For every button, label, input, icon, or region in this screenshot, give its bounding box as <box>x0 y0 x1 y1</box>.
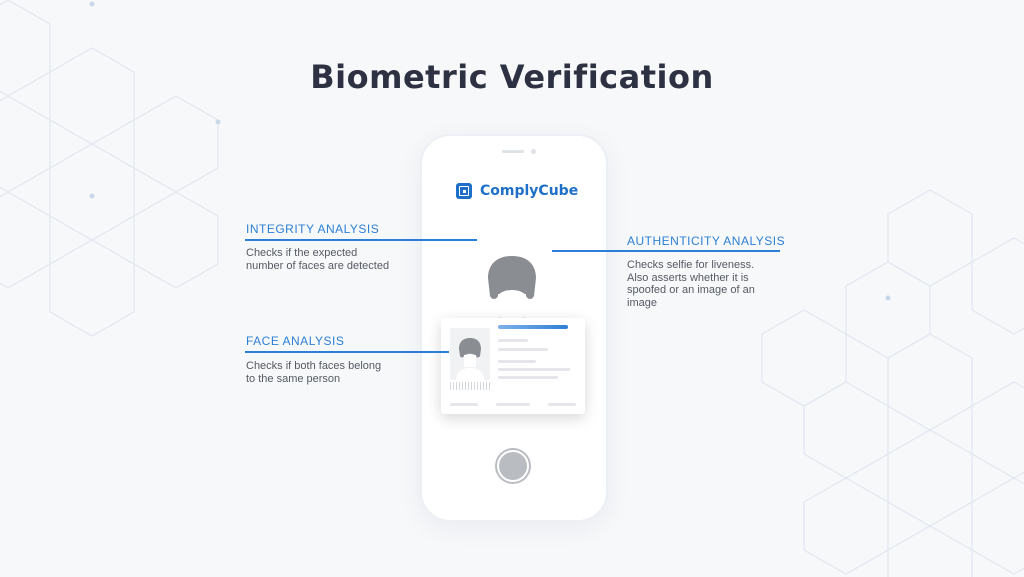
authenticity-analysis-title: AUTHENTICITY ANALYSIS <box>627 234 786 248</box>
brand <box>456 180 578 202</box>
authenticity-analysis-text: Checks selfie for liveness. Also asserts whether it is spoofed or an image of an image <box>627 259 755 309</box>
id-text-line <box>498 368 570 371</box>
id-header-bar <box>498 325 568 329</box>
face-analysis-line <box>245 351 449 353</box>
authenticity-analysis-line <box>552 250 780 252</box>
brand-name: ComplyCube <box>480 183 579 199</box>
id-card <box>441 318 585 414</box>
home-button[interactable] <box>497 450 529 482</box>
integrity-analysis-title: INTEGRITY ANALYSIS <box>246 222 380 236</box>
complycube-logo-icon <box>456 183 472 199</box>
id-footer-line <box>496 403 530 406</box>
face-analysis-text: Checks if both faces belong to the same person <box>246 360 382 385</box>
integrity-analysis-line <box>245 239 477 241</box>
id-text-line <box>498 376 558 379</box>
id-person-icon <box>450 328 490 380</box>
id-footer-line <box>450 403 478 406</box>
id-footer-line <box>548 403 576 406</box>
integrity-analysis-text: Checks if the expected number of faces are detected <box>246 247 390 272</box>
id-text-line <box>498 339 528 342</box>
face-analysis-title: FACE ANALYSIS <box>246 334 345 348</box>
phone-camera <box>531 149 536 154</box>
id-text-line <box>498 360 536 363</box>
phone-speaker <box>502 150 524 153</box>
id-barcode <box>450 382 490 390</box>
id-photo <box>450 328 490 380</box>
id-text-line <box>498 348 548 351</box>
page-title: Biometric Verification <box>310 58 714 96</box>
